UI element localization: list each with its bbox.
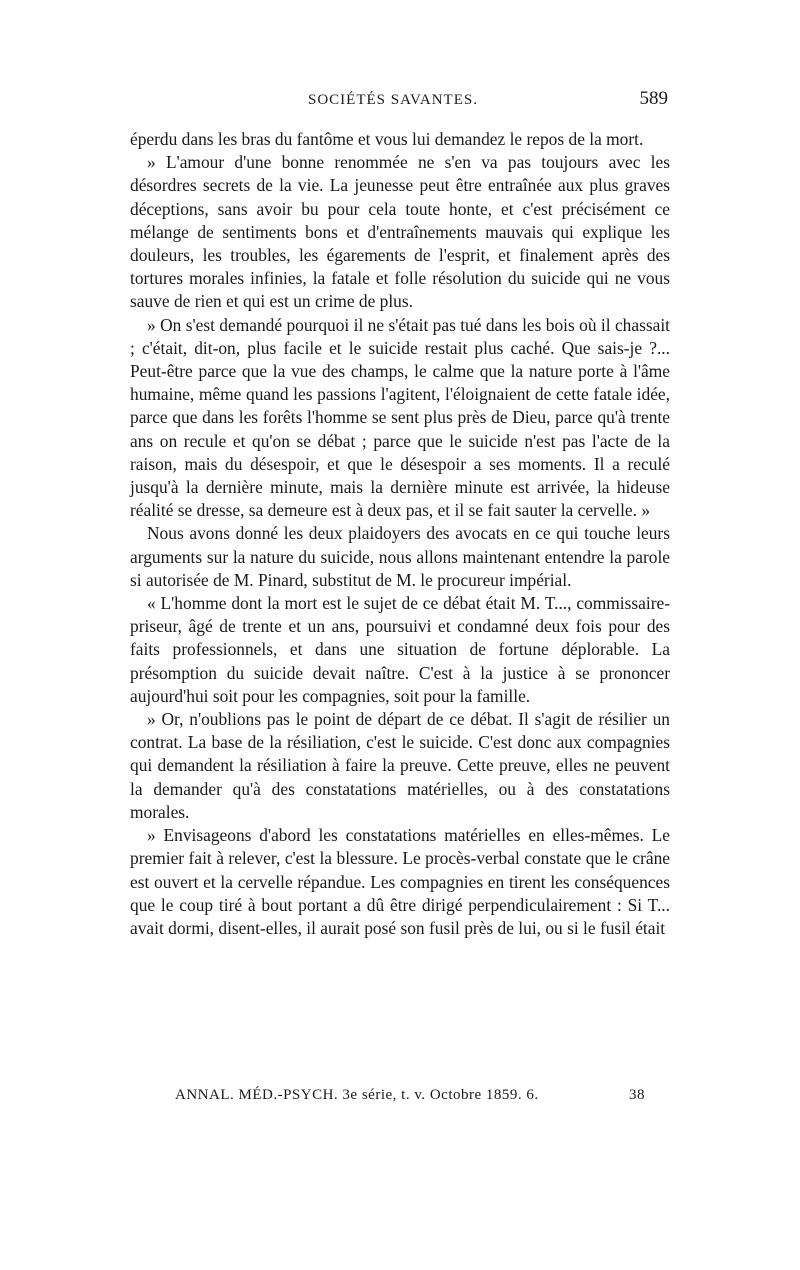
paragraph: éperdu dans les bras du fantôme et vous lui demandez le repos de la mort. — [130, 129, 644, 149]
page-footer — [175, 1087, 645, 1104]
body-text — [130, 128, 670, 940]
paragraph: « L'homme dont la mort est le sujet de ce débat était M. T..., commissaire-priseur, âgé de trente et un ans, poursuivi et condamné deux fois pour des faits professionnels, et dans une situation de fortune déplorable. La présomption du suicide devait naître. C'est à la justice à se prononcer aujourd'hui soit pour les compagnies, soit pour la famille. — [130, 593, 670, 706]
running-title: SOCIÉTÉS SAVANTES. — [308, 92, 478, 108]
running-header — [130, 88, 670, 128]
paragraph: » Envisageons d'abord les constatations matérielles en elles-mêmes. Le premier fait à relever, c'est la blessure. Le procès-verbal constate que le crâne est ouvert et la cervelle répandue. Les compagnies en tirent les conséquences que le coup tiré à bout portant a dû être dirigé perpendiculairement : Si T... avait dormi, disent-elles, il aurait posé son fusil près de lui, ou si le fusil était — [130, 825, 670, 938]
paragraph: » Or, n'oublions pas le point de départ de ce débat. Il s'agit de résilier un contrat. La base de la résiliation, c'est le suicide. C'est donc aux compagnies qui demandent la résiliation à faire la preuve. Cette preuve, elles ne peuvent la demander qu'à des constatations matérielles, ou à des constatations morales. — [130, 709, 670, 822]
paragraph: Nous avons donné les deux plaidoyers des avocats en ce qui touche leurs arguments sur la nature du suicide, nous allons maintenant entendre la parole si autorisée de M. Pinard, substitut de M. le procureur impérial. — [130, 523, 670, 590]
paragraph: » L'amour d'une bonne renommée ne s'en va pas toujours avec les désordres secrets de la vie. La jeunesse peut être entraînée aux plus graves déceptions, sans avoir bu pour cela toute honte, et c'est précisément ce mélange de sentiments bons et d'entraînements mauvais qui explique les douleurs, les troubles, les égarements de l'esprit, et finalement après des tortures morales infinies, la fatale et folle résolution du suicide qui ne vous sauve de rien et qui est un crime de plus. — [130, 152, 670, 312]
signature-mark: 38 — [629, 1087, 645, 1103]
paragraph: » On s'est demandé pourquoi il ne s'était pas tué dans les bois où il chassait ; c'était, dit-on, plus facile et le suicide restait plus caché. Que sais-je ?... Peut-être parce que la vue des champs, le calme que la nature porte à l'âme humaine, même quand les passions l'agitent, l'éloignaient de cette fatale idée, parce que dans les forêts l'homme se sent plus près de Dieu, parce qu'à trente ans on recule et qu'on se débat ; parce que le suicide n'est pas l'acte de la raison, mais du désespoir, et que le désespoir a ses moments. Il a reculé jusqu'à la dernière minute, mais la dernière minute est arrivée, la hideuse réalité se dresse, sa demeure est à deux pas, et il se fait sauter la cervelle. » — [130, 314, 670, 521]
page — [130, 88, 670, 940]
page-number: 589 — [639, 88, 668, 109]
footer-citation: ANNAL. MÉD.-PSYCH. 3e série, t. v. Octobre 1859. 6. — [175, 1087, 539, 1103]
